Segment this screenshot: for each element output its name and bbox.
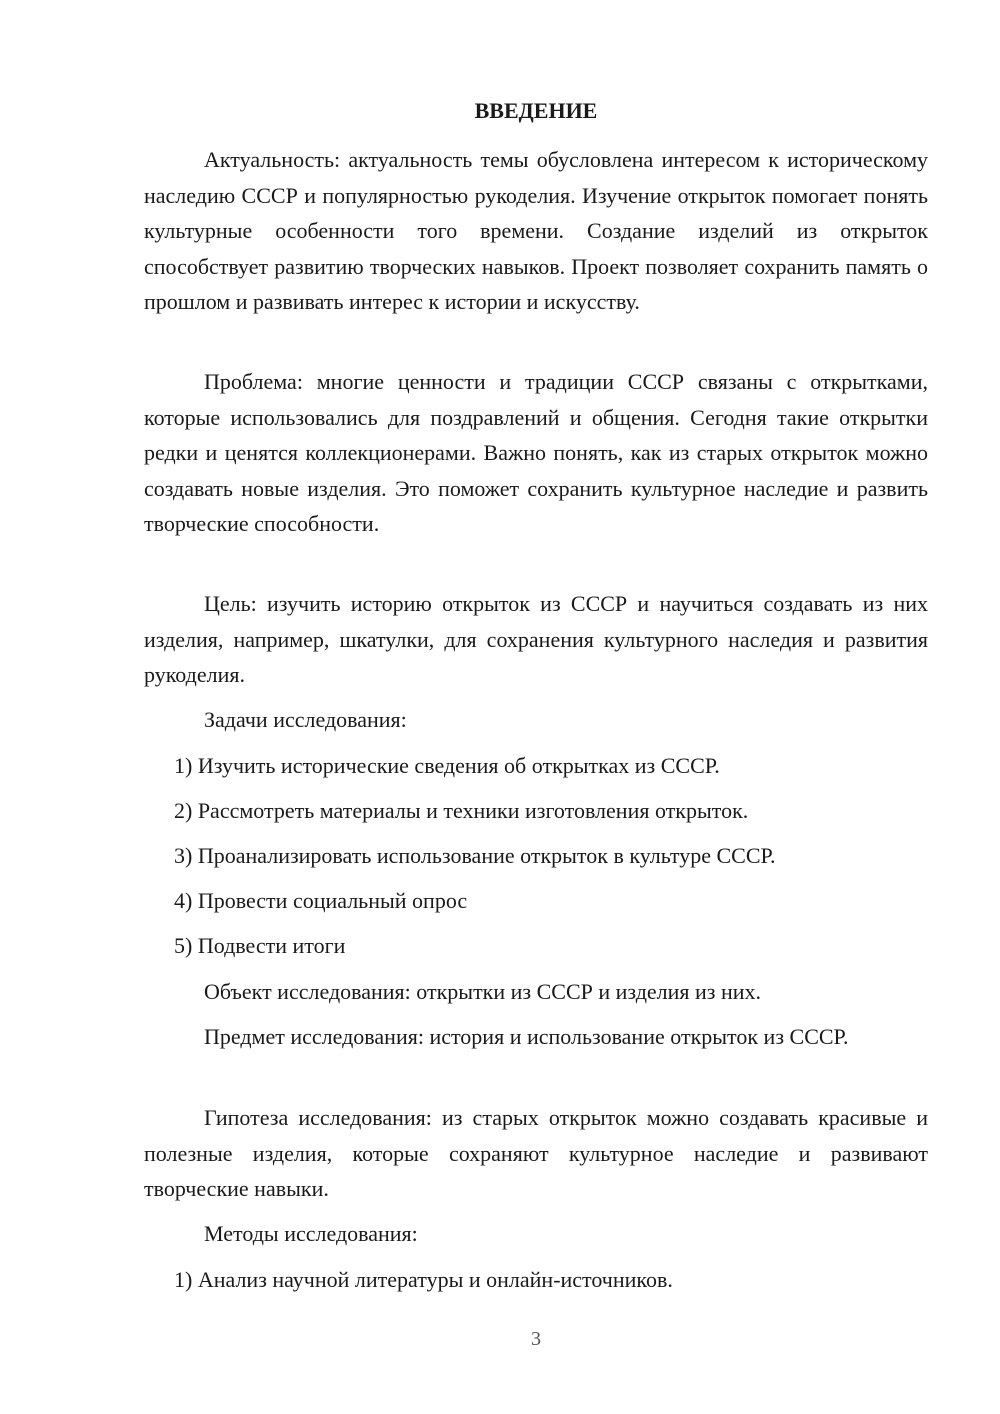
section-title: ВВЕДЕНИЕ bbox=[474, 98, 598, 123]
tasks-heading: Задачи исследования: bbox=[204, 707, 407, 732]
task-item: 5) Подвести итоги bbox=[174, 933, 346, 958]
task-item: 1) Изучить исторические сведения об открытках из СССР. bbox=[174, 753, 720, 778]
task-item: 4) Провести социальный опрос bbox=[174, 888, 468, 913]
paragraph-subject: Предмет исследования: история и использование открыток из СССР. bbox=[204, 1024, 849, 1049]
page-number: 3 bbox=[531, 1328, 541, 1350]
paragraph-problem: Проблема: многие ценности и традиции СССР связаны с открытками, которые использовались для поздравлений и общения. Сегодня такие открытки редки и ценятся коллекционерами. Важно понять, как из старых открыток можно создавать новые изделия. Это поможет сохранить культурное наследие и развить творческие способности. bbox=[144, 369, 928, 536]
paragraph-relevance: Актуальность: актуальность темы обусловлена интересом к историческому наследию СССР и популярностью рукоделия. Изучение открыток помогает понять культурные особенности того времени. Создание изделий из открыток способствует развитию творческих навыков. Проект позволяет сохранить память о прошлом и развивать интерес к истории и искусству. bbox=[144, 147, 928, 314]
task-item: 3) Проанализировать использование открыток в культуре СССР. bbox=[174, 843, 776, 868]
method-item: 1) Анализ научной литературы и онлайн-источников. bbox=[174, 1267, 673, 1292]
paragraph-hypothesis: Гипотеза исследования: из старых открыток можно создавать красивые и полезные изделия, которые сохраняют культурное наследие и развивают творческие навыки. bbox=[144, 1105, 928, 1201]
paragraph-object: Объект исследования: открытки из СССР и изделия из них. bbox=[204, 979, 762, 1004]
paragraph-goal: Цель: изучить историю открыток из СССР и научиться создавать из них изделия, например, шкатулки, для сохранения культурного наследия и развития рукоделия. bbox=[144, 591, 928, 687]
methods-heading: Методы исследования: bbox=[204, 1221, 418, 1246]
task-item: 2) Рассмотреть материалы и техники изготовления открыток. bbox=[174, 798, 749, 823]
